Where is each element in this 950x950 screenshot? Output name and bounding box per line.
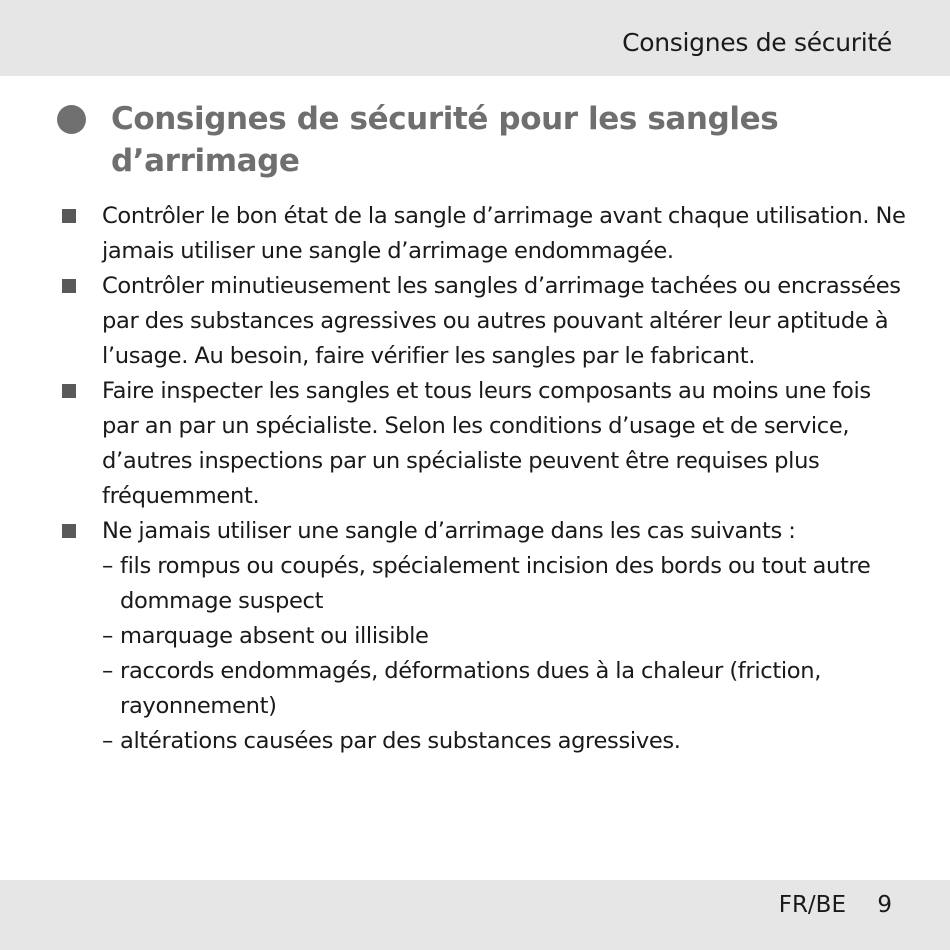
square-bullet-icon — [62, 209, 76, 223]
footer-locale: FR/BE — [778, 892, 846, 918]
header-band — [0, 0, 950, 76]
header-title: Consignes de sécurité — [622, 28, 892, 57]
section-circle-bullet-icon — [57, 105, 86, 134]
sublist-item-text: marquage absent ou illisible — [120, 623, 429, 649]
defect-cases-sublist — [102, 549, 912, 759]
page-number: 9 — [877, 892, 892, 918]
list-item-text: Contrôler le bon état de la sangle d’arrimage avant chaque utilisation. Ne jamais utiliser une sangle d’arrimage endommagée. — [102, 203, 906, 264]
dash-bullet: – — [102, 623, 113, 649]
list-item-text: Faire inspecter les sangles et tous leurs composants au moins une fois par an par un spécialiste. Selon les conditions d’usage et de service, d’autres inspections par un spécialiste peuvent être requises plus fréquemment. — [102, 378, 871, 509]
square-bullet-icon — [62, 279, 76, 293]
list-item — [62, 374, 912, 514]
sublist-item-text: altérations causées par des substances agressives. — [120, 728, 681, 754]
list-item — [62, 199, 912, 269]
square-bullet-icon — [62, 524, 76, 538]
dash-bullet: – — [102, 553, 113, 579]
list-item-text: Contrôler minutieusement les sangles d’arrimage tachées ou encrassées par des substances agressives ou autres pouvant altérer leur aptitude à l’usage. Au besoin, faire vérifier les sangles par le fabricant. — [102, 273, 901, 369]
list-item-text: Ne jamais utiliser une sangle d’arrimage dans les cas suivants : — [102, 518, 796, 544]
safety-instructions-list — [62, 199, 912, 759]
sublist-item — [102, 724, 912, 759]
sublist-item-text: fils rompus ou coupés, spécialement incision des bords ou tout autre dommage suspect — [120, 553, 871, 614]
section-heading: Consignes de sécurité pour les sangles d’arrimage — [111, 101, 779, 179]
sublist-item-text: raccords endommagés, déformations dues à la chaleur (friction, rayonnement) — [120, 658, 822, 719]
footer-band — [0, 880, 950, 950]
list-item — [62, 514, 912, 759]
square-bullet-icon — [62, 384, 76, 398]
list-item — [62, 269, 912, 374]
dash-bullet: – — [102, 658, 113, 684]
sublist-item — [102, 619, 912, 654]
dash-bullet: – — [102, 728, 113, 754]
sublist-item — [102, 654, 912, 724]
sublist-item — [102, 549, 912, 619]
